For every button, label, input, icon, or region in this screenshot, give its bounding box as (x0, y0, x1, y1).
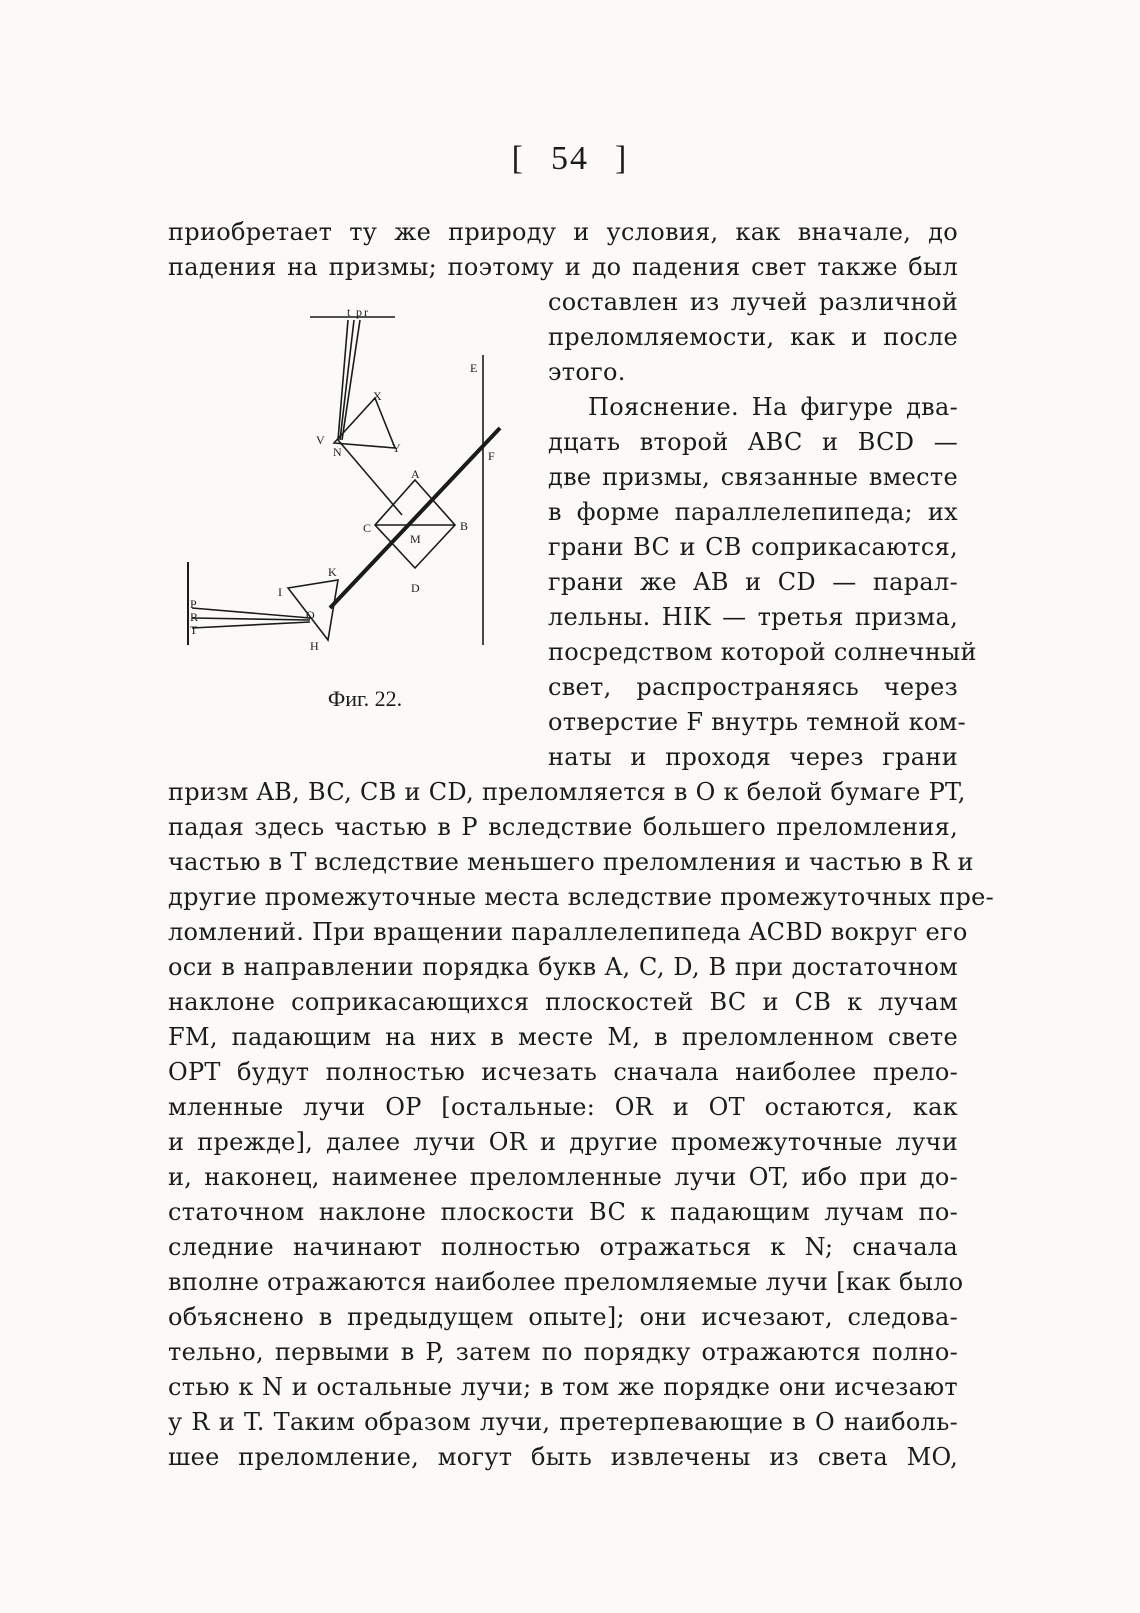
label-b: B (460, 519, 469, 533)
text-line: в форме параллелепипеда; их (548, 498, 958, 526)
text-line: две призмы, связанные вместе (548, 463, 958, 491)
text-line: оси в направлении порядка букв A, C, D, B при достаточном (168, 953, 958, 981)
label-t-screen: T (190, 623, 198, 637)
label-n: N (333, 445, 342, 459)
label-x: X (373, 389, 382, 403)
text-line: стью к N и остальные лучи; в том же порядке они исчезают (168, 1373, 958, 1401)
label-d: D (411, 581, 420, 595)
label-m: M (410, 532, 421, 546)
text-line: тельно, первыми в P, затем по порядку отражаются полно- (168, 1338, 958, 1366)
text-line: частью в T вследствие меньшего преломления и частью в R и (168, 848, 974, 876)
label-r-screen: R (190, 610, 199, 624)
right-column-text (548, 285, 977, 775)
text-line: наклоне соприкасающихся плоскостей BC и CB к лучам (168, 988, 958, 1016)
text-line: OPT будут полностью исчезать сначала наиболее прело- (168, 1058, 958, 1086)
text-line: посредством которой солнечный (548, 638, 977, 666)
page-number-value: 54 (551, 140, 589, 177)
label-o: O (306, 608, 315, 622)
label-a: A (411, 467, 420, 481)
text-line: ломлений. При вращении параллелепипеда ACBD вокруг его (168, 918, 968, 946)
text-line: у R и T. Таким образом лучи, претерпевающие в O наиболь- (168, 1408, 958, 1436)
label-y: Y (392, 441, 401, 455)
text-line: преломляемости, как и после (548, 323, 958, 351)
text-line: и прежде], далее лучи OR и другие промежуточные лучи (168, 1128, 958, 1156)
refracted-ray-ot (192, 622, 310, 628)
refracted-ray-or (192, 618, 310, 620)
text-line: следние начинают полностью отражаться к N; сначала (168, 1233, 958, 1261)
figure-caption: Фиг. 22. (327, 686, 403, 711)
text-line: мленные лучи OP [остальные: OR и OT остаются, как (168, 1093, 958, 1121)
parallelepiped-acbd (375, 480, 455, 568)
label-i: I (278, 585, 282, 599)
text-line: лельны. HIK — третья призма, (548, 603, 958, 631)
text-line: приобретает ту же природу и условия, как вначале, до (168, 218, 958, 246)
text-line: этого. (548, 358, 626, 386)
text-line: наты и проходя через грани (548, 743, 958, 771)
text-line: вполне отражаются наиболее преломляемые лучи [как было (168, 1268, 964, 1296)
page-number (440, 140, 700, 178)
label-p: p (356, 305, 362, 319)
text-line: падая здесь частью в P вследствие большего преломления, (168, 813, 958, 841)
text-line: статочном наклоне плоскости BC к падающим лучам по- (168, 1198, 958, 1226)
text-line: объяснено в предыдущем опыте]; они исчезают, следова- (168, 1303, 958, 1331)
bracket-right: ] (615, 140, 629, 177)
text-line: составлен из лучей различной (548, 288, 958, 316)
top-paragraph (168, 215, 958, 285)
bottom-paragraph (168, 775, 995, 1475)
refracted-ray-op (192, 608, 310, 618)
text-line: дцать второй ABC и BCD — (548, 428, 958, 456)
text-line: отверстие F внутрь темной ком- (548, 708, 967, 736)
prism-vxy (334, 398, 395, 448)
label-p-screen: P (190, 597, 197, 611)
text-line: призм AB, BC, CB и CD, преломляется в O к белой бумаге PT, (168, 778, 966, 806)
text-line: и, наконец, наименее преломленные лучи OT, ибо при до- (168, 1163, 958, 1191)
label-h: H (310, 639, 319, 653)
label-v: V (316, 433, 325, 447)
text-line: FM, падающим на них в месте M, в преломленном свете (168, 1023, 958, 1051)
label-c: C (363, 521, 372, 535)
label-r: r (364, 305, 368, 319)
text-line: другие промежуточные места вследствие промежуточных пре- (168, 883, 995, 911)
label-t: t (347, 305, 351, 319)
text-line: свет, распространяясь через (548, 673, 958, 701)
text-line: падения на призмы; поэтому и до падения свет также был (168, 253, 958, 281)
label-e: E (470, 361, 478, 375)
bracket-left: [ (511, 140, 525, 177)
label-k: K (328, 565, 337, 579)
text-line: шее преломление, могут быть извлечены из света MO, (168, 1443, 958, 1471)
ray-line (342, 320, 360, 440)
figure-22-diagram (170, 300, 520, 680)
text-line: грани BC и CB соприкасаются, (548, 533, 958, 561)
text-line: Пояснение. На фигуре два- (588, 393, 958, 421)
label-f: F (488, 449, 495, 463)
text-line: грани же AB и CD — парал- (548, 568, 958, 596)
